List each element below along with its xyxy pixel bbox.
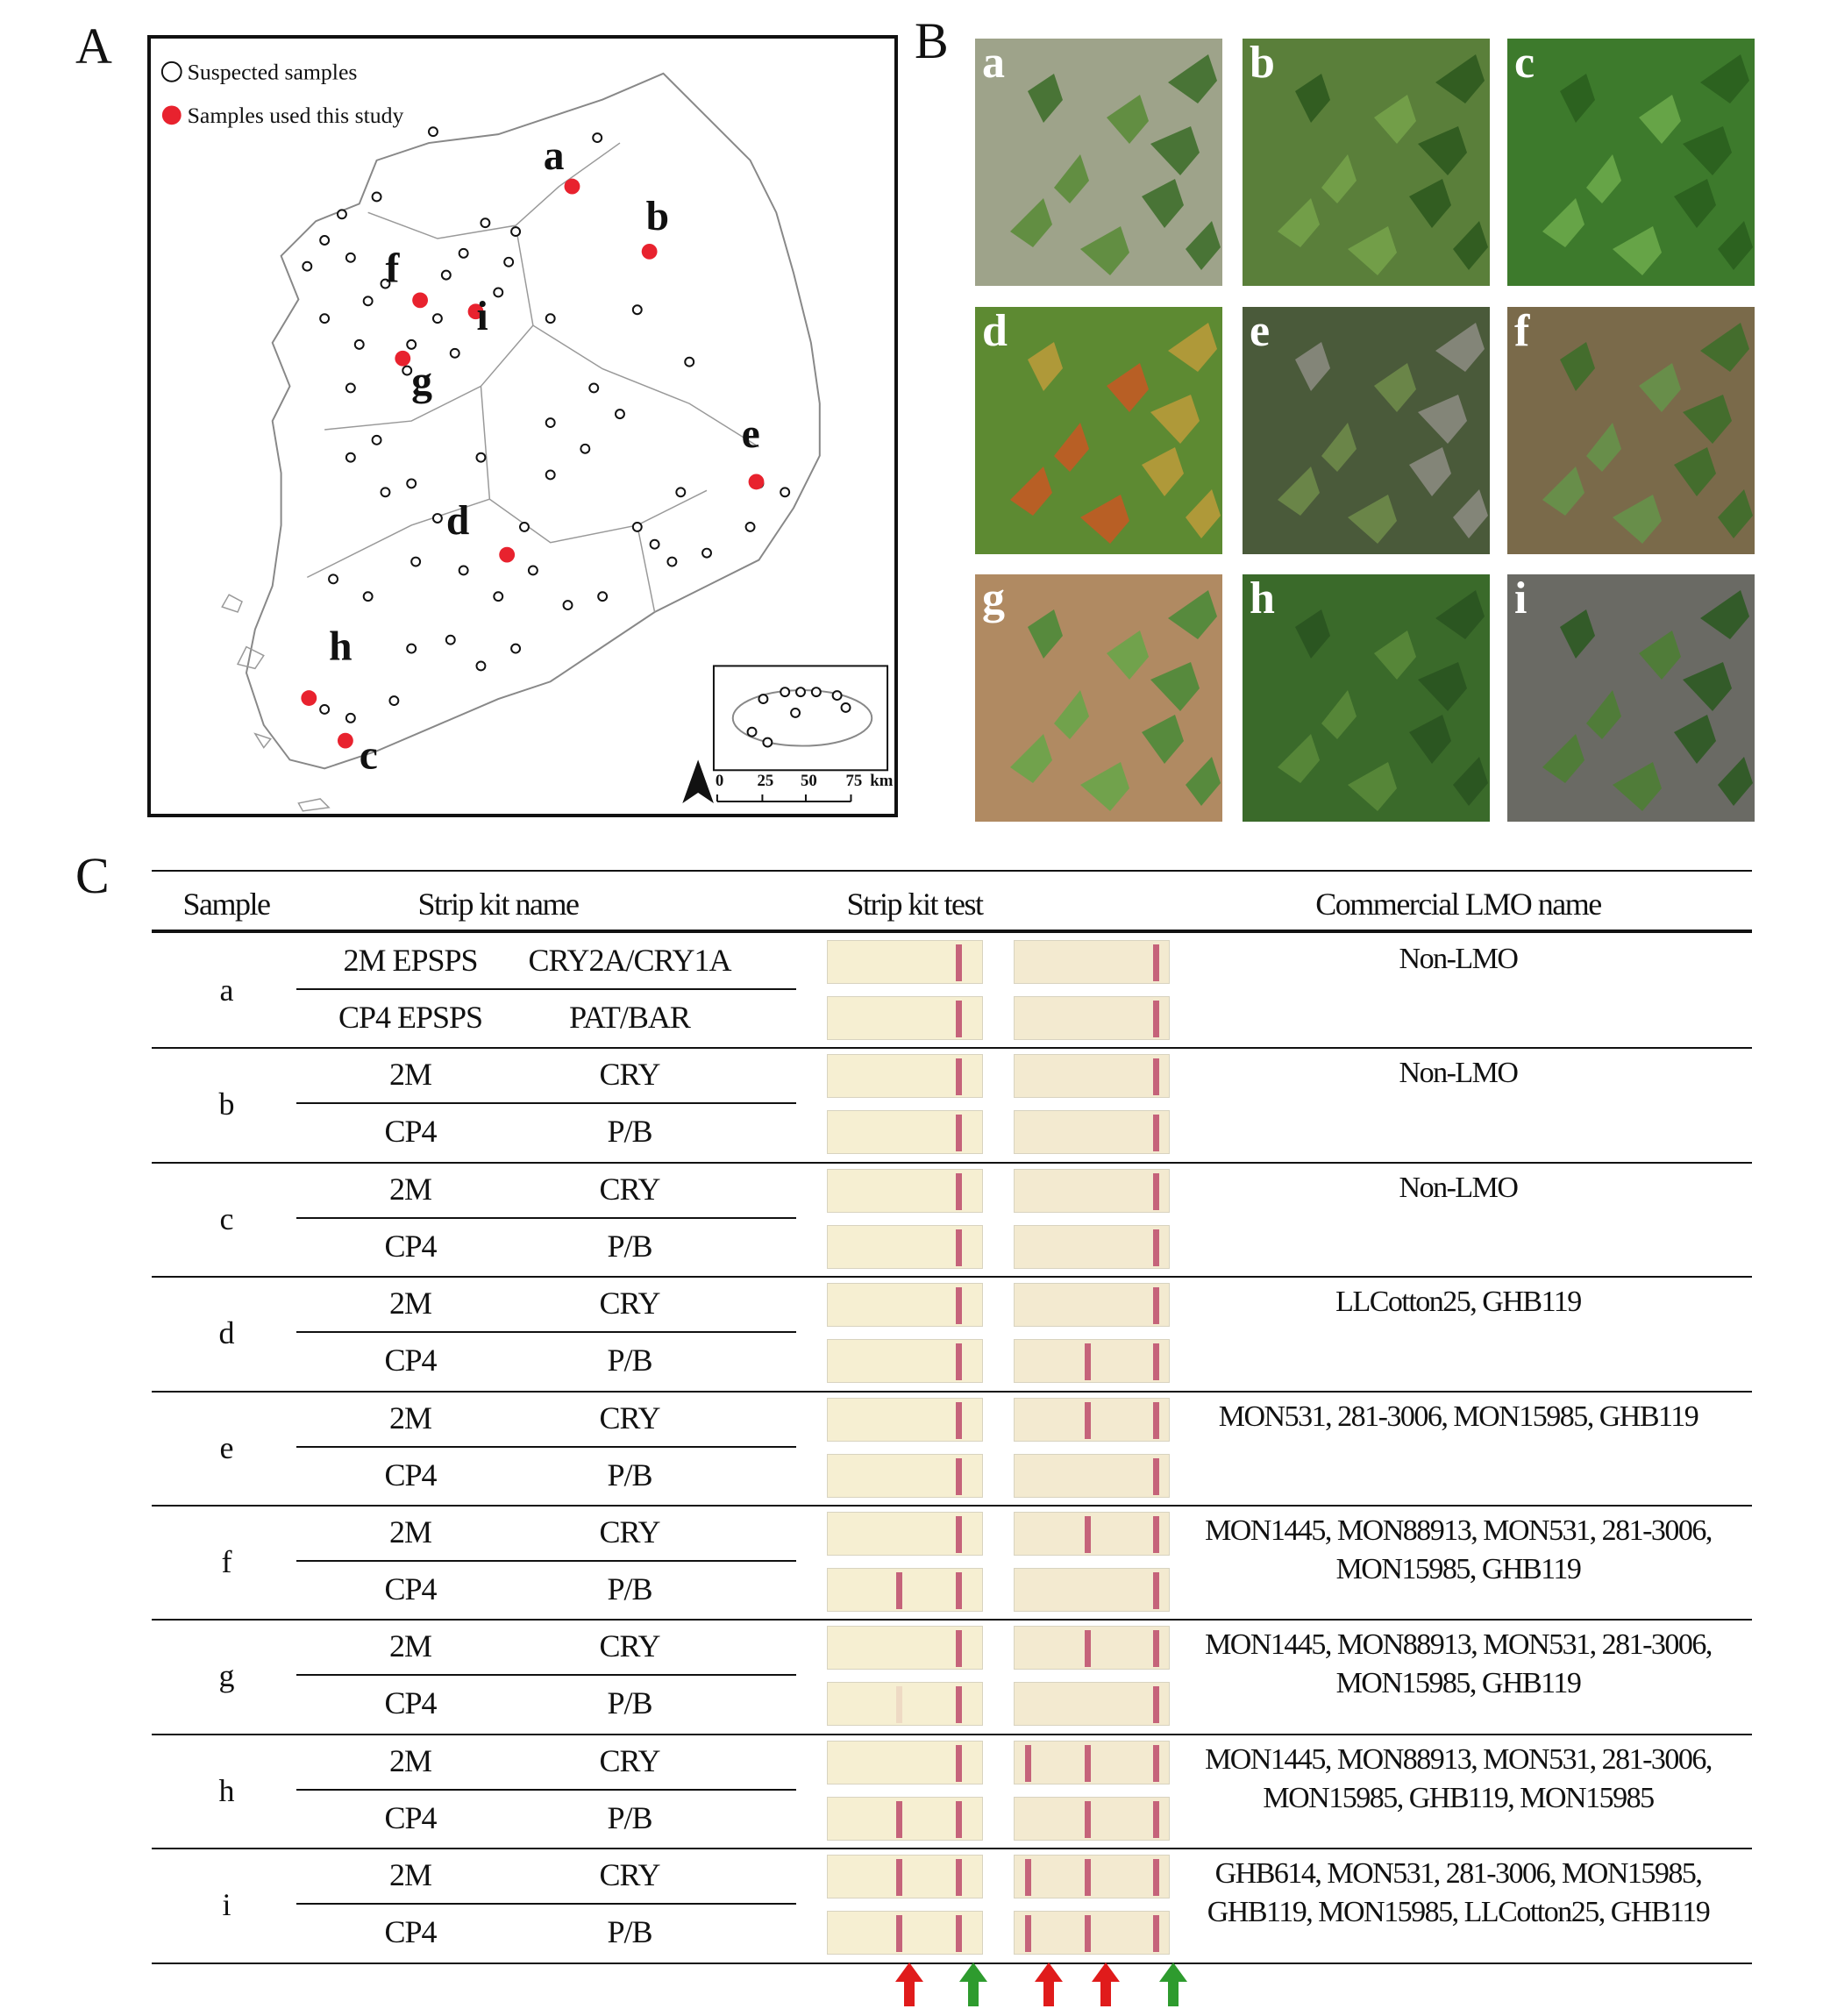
strip-kit-left xyxy=(827,1911,983,1955)
used-sample-marker xyxy=(749,474,765,489)
suspected-sample-marker xyxy=(346,383,355,392)
jeju-sample-marker xyxy=(780,687,789,696)
suspected-sample-marker xyxy=(511,227,520,236)
strip-kit-right xyxy=(1014,1225,1170,1269)
kit-name: 2M EPSPS xyxy=(343,943,478,978)
control-line-arrow-icon xyxy=(1157,1961,1189,2008)
scale-50: 50 xyxy=(801,772,817,791)
sample-label: g xyxy=(218,1658,234,1694)
strip-kit-right xyxy=(1014,1626,1170,1670)
photo-label: g xyxy=(982,574,1005,623)
row-sub-rule xyxy=(296,1446,796,1448)
row-rule xyxy=(152,1963,1752,1964)
strip-kit-left xyxy=(827,1855,983,1898)
suspected-sample-marker xyxy=(433,514,442,523)
sample-label: f xyxy=(221,1544,231,1579)
strip-kit-right xyxy=(1014,1682,1170,1726)
kit-name: 2M xyxy=(388,1514,431,1549)
map-label-g: g xyxy=(411,359,432,405)
kit-name: P/B xyxy=(607,1571,652,1606)
suspected-sample-marker xyxy=(504,258,513,267)
strip-kit-left xyxy=(827,1169,983,1213)
suspected-sample-marker xyxy=(338,210,346,218)
jeju-sample-marker xyxy=(758,695,767,703)
kit-name: CP4 xyxy=(384,1343,437,1378)
kit-name: CP4 xyxy=(384,1457,437,1492)
suspected-sample-marker xyxy=(546,418,555,427)
plant-photo-a xyxy=(975,39,1222,286)
jeju-sample-marker xyxy=(796,687,805,696)
strip-kit-left xyxy=(827,1454,983,1498)
photo-label: b xyxy=(1250,39,1275,88)
sample-label: a xyxy=(219,972,233,1008)
used-sample-marker xyxy=(395,351,410,367)
lmo-name: MON15985, GHB119 xyxy=(1335,1667,1581,1700)
lmo-name: LLCotton25, GHB119 xyxy=(1335,1286,1581,1319)
row-sub-rule xyxy=(296,988,796,990)
kit-name: CP4 xyxy=(384,1228,437,1264)
map-label-c: c xyxy=(359,732,378,779)
plant-photo-g xyxy=(975,574,1222,822)
panel-label-a: A xyxy=(75,18,112,75)
jeju-sample-marker xyxy=(833,691,842,700)
suspected-sample-marker xyxy=(320,236,329,245)
kit-name: P/B xyxy=(607,1685,652,1721)
suspected-sample-marker xyxy=(451,349,459,358)
test-line-arrow-icon xyxy=(1033,1961,1065,2008)
suspected-sample-marker xyxy=(407,340,416,349)
lmo-name: MON1445, MON88913, MON531, 281-3006, xyxy=(1205,1742,1712,1776)
kit-name: CRY xyxy=(599,1514,660,1549)
suspected-sample-marker xyxy=(529,566,538,574)
jeju-sample-marker xyxy=(791,709,800,717)
suspected-sample-marker xyxy=(411,558,420,566)
suspected-sample-marker xyxy=(593,133,602,142)
lmo-name: Non-LMO xyxy=(1399,943,1518,975)
lmo-name: GHB614, MON531, 281-3006, MON15985, xyxy=(1214,1857,1702,1891)
suspected-sample-marker xyxy=(346,714,355,723)
strip-kit-right xyxy=(1014,1398,1170,1442)
test-line-arrow-icon xyxy=(1090,1961,1122,2008)
strip-kit-left xyxy=(827,940,983,984)
suspected-sample-marker xyxy=(651,540,659,549)
map-label-b: b xyxy=(645,194,670,240)
kit-name: CP4 xyxy=(384,1685,437,1721)
kit-name: CP4 xyxy=(384,1114,437,1150)
suspected-sample-marker xyxy=(616,410,624,418)
sample-label: h xyxy=(218,1772,234,1808)
suspected-sample-marker xyxy=(494,592,502,601)
map-label-f: f xyxy=(385,246,400,292)
sample-label: c xyxy=(219,1200,233,1236)
map-label-d: d xyxy=(445,497,470,544)
jeju-inset xyxy=(714,666,887,770)
suspected-sample-marker xyxy=(320,705,329,714)
suspected-sample-marker xyxy=(459,249,468,258)
test-line-arrow-icon xyxy=(894,1961,925,2008)
suspected-sample-marker xyxy=(407,479,416,488)
used-sample-marker xyxy=(642,244,658,260)
suspected-sample-marker xyxy=(373,436,381,445)
suspected-sample-marker xyxy=(546,314,555,323)
legend-suspected: Suspected samples xyxy=(187,59,358,85)
suspected-sample-marker xyxy=(520,523,529,531)
kit-name: CRY xyxy=(599,1742,660,1778)
lmo-name: MON1445, MON88913, MON531, 281-3006, xyxy=(1205,1514,1712,1547)
kit-name: CP4 xyxy=(384,1799,437,1835)
strip-kit-right xyxy=(1014,1512,1170,1556)
suspected-sample-marker xyxy=(676,488,685,496)
kit-name: P/B xyxy=(607,1799,652,1835)
suspected-sample-marker xyxy=(589,383,598,392)
suspected-sample-marker xyxy=(355,340,364,349)
suspected-sample-marker xyxy=(373,193,381,202)
kit-name: P/B xyxy=(607,1228,652,1264)
suspected-sample-marker xyxy=(667,558,676,566)
strip-kit-right xyxy=(1014,1741,1170,1784)
lmo-name: MON531, 281-3006, MON15985, GHB119 xyxy=(1218,1400,1698,1433)
suspected-sample-marker xyxy=(433,314,442,323)
strip-kit-right xyxy=(1014,1169,1170,1213)
map-label-a: a xyxy=(543,132,565,179)
strip-kit-left xyxy=(827,1110,983,1154)
lmo-name: MON15985, GHB119, MON15985 xyxy=(1263,1781,1654,1814)
photo-label: c xyxy=(1514,39,1535,88)
plant-photo-f xyxy=(1507,307,1755,554)
row-sub-rule xyxy=(296,1102,796,1104)
kit-name: CP4 xyxy=(384,1571,437,1606)
suspected-sample-marker xyxy=(442,271,451,280)
kit-name: CRY xyxy=(599,1628,660,1664)
row-rule xyxy=(152,1276,1752,1278)
row-rule xyxy=(152,1848,1752,1849)
jeju-sample-marker xyxy=(842,703,851,712)
suspected-sample-marker xyxy=(702,549,711,558)
plant-photo-i xyxy=(1507,574,1755,822)
legend-red-circle xyxy=(162,105,182,125)
suspected-sample-marker xyxy=(364,296,373,305)
suspected-sample-marker xyxy=(598,592,607,601)
used-sample-marker xyxy=(412,292,428,308)
photo-label: h xyxy=(1250,574,1275,623)
lmo-name: Non-LMO xyxy=(1399,1171,1518,1204)
header-sample: Sample xyxy=(182,887,270,922)
row-rule xyxy=(152,1047,1752,1049)
strip-kit-left xyxy=(827,1682,983,1726)
suspected-sample-marker xyxy=(511,645,520,653)
jeju-sample-marker xyxy=(812,687,821,696)
scale-25: 25 xyxy=(757,772,774,791)
strip-kit-left xyxy=(827,1741,983,1784)
plant-photo-h xyxy=(1243,574,1490,822)
suspected-sample-marker xyxy=(494,288,502,296)
strip-kit-right xyxy=(1014,1339,1170,1383)
plant-photo-e xyxy=(1243,307,1490,554)
strip-kit-right xyxy=(1014,1797,1170,1841)
photo-label: d xyxy=(982,307,1008,356)
row-sub-rule xyxy=(296,1903,796,1905)
suspected-sample-marker xyxy=(481,218,489,227)
header-kit: Strip kit name xyxy=(417,887,579,922)
strip-kit-right xyxy=(1014,1283,1170,1327)
photo-label: a xyxy=(982,39,1005,88)
korea-map xyxy=(151,39,894,814)
row-sub-rule xyxy=(296,1331,796,1333)
strip-kit-right xyxy=(1014,996,1170,1040)
legend-open-circle xyxy=(162,62,182,82)
lmo-name: MON1445, MON88913, MON531, 281-3006, xyxy=(1205,1628,1712,1662)
kit-name: CRY2A/CRY1A xyxy=(528,943,731,978)
control-line-arrow-icon xyxy=(958,1961,989,2008)
strip-kit-left xyxy=(827,1339,983,1383)
kit-name: P/B xyxy=(607,1343,652,1378)
sample-label: i xyxy=(222,1887,231,1923)
strip-kit-left xyxy=(827,1568,983,1612)
jeju-sample-marker xyxy=(763,738,772,747)
suspected-sample-marker xyxy=(564,601,573,609)
kit-name: 2M xyxy=(388,1400,431,1435)
kit-name: 2M xyxy=(388,1857,431,1893)
strip-kit-left xyxy=(827,1398,983,1442)
kit-name: P/B xyxy=(607,1914,652,1950)
north-arrow-icon xyxy=(682,759,714,803)
map-label-h: h xyxy=(329,623,352,670)
kit-name: PAT/BAR xyxy=(569,1000,690,1035)
strip-kit-right xyxy=(1014,1110,1170,1154)
panel-label-c: C xyxy=(75,847,110,904)
row-rule xyxy=(152,1391,1752,1393)
suspected-sample-marker xyxy=(476,661,485,670)
strip-kit-right xyxy=(1014,1054,1170,1098)
row-sub-rule xyxy=(296,1789,796,1791)
sample-label: b xyxy=(218,1086,234,1122)
strip-kit-right xyxy=(1014,1855,1170,1898)
used-sample-marker xyxy=(338,733,353,749)
strip-kit-left xyxy=(827,996,983,1040)
strip-kit-left xyxy=(827,1225,983,1269)
lmo-name: GHB119, MON15985, LLCotton25, GHB119 xyxy=(1207,1896,1710,1929)
kit-name: CP4 xyxy=(384,1914,437,1950)
row-sub-rule xyxy=(296,1217,796,1219)
header-lmo: Commercial LMO name xyxy=(1315,887,1601,922)
kit-name: 2M xyxy=(388,1628,431,1664)
row-rule xyxy=(152,1734,1752,1735)
row-sub-rule xyxy=(296,1560,796,1562)
map-label-i: i xyxy=(476,294,488,340)
suspected-sample-marker xyxy=(546,471,555,480)
kit-name: CRY xyxy=(599,1857,660,1893)
photo-label: f xyxy=(1514,307,1530,356)
strip-kit-right xyxy=(1014,1454,1170,1498)
suspected-sample-marker xyxy=(746,523,755,531)
lmo-name: Non-LMO xyxy=(1399,1057,1518,1090)
strip-kit-left xyxy=(827,1512,983,1556)
suspected-sample-marker xyxy=(633,305,642,314)
strip-kit-right xyxy=(1014,940,1170,984)
kit-name: P/B xyxy=(607,1457,652,1492)
kit-name: 2M xyxy=(388,1057,431,1093)
used-sample-markers xyxy=(301,179,764,749)
kit-name: CRY xyxy=(599,1286,660,1321)
suspected-sample-marker xyxy=(389,696,398,705)
suspected-sample-marker xyxy=(459,566,468,574)
kit-name: CRY xyxy=(599,1057,660,1093)
table-header-rule xyxy=(152,930,1752,933)
photo-label: e xyxy=(1250,307,1271,356)
strip-kit-right xyxy=(1014,1911,1170,1955)
suspected-sample-marker xyxy=(633,523,642,531)
scale-unit: km xyxy=(870,772,894,791)
suspected-sample-marker xyxy=(446,636,455,645)
panel-label-b: B xyxy=(915,12,949,69)
suspected-sample-marker xyxy=(685,358,694,367)
used-sample-marker xyxy=(301,690,317,706)
row-rule xyxy=(152,1162,1752,1164)
suspected-sample-marker xyxy=(329,574,338,583)
kit-name: CRY xyxy=(599,1400,660,1435)
suspected-sample-marker xyxy=(402,367,411,375)
photo-label: i xyxy=(1514,574,1527,623)
plant-photo-b xyxy=(1243,39,1490,286)
used-sample-marker xyxy=(565,179,580,195)
scale-bar xyxy=(717,794,851,801)
kit-name: 2M xyxy=(388,1742,431,1778)
suspected-sample-marker xyxy=(303,262,311,271)
jeju-sample-marker xyxy=(748,728,757,737)
strip-kit-left xyxy=(827,1283,983,1327)
legend-used: Samples used this study xyxy=(187,103,404,129)
lmo-name: MON15985, GHB119 xyxy=(1335,1553,1581,1585)
suspected-sample-marker xyxy=(381,488,390,496)
used-sample-marker xyxy=(499,547,515,563)
plant-photo-d xyxy=(975,307,1222,554)
strip-kit-left xyxy=(827,1626,983,1670)
strip-kit-right xyxy=(1014,1568,1170,1612)
header-test: Strip kit test xyxy=(846,887,983,922)
kit-name: CP4 EPSPS xyxy=(338,1000,483,1035)
strip-kit-left xyxy=(827,1054,983,1098)
row-sub-rule xyxy=(296,1674,796,1676)
suspected-sample-marker xyxy=(429,127,438,136)
kit-name: CRY xyxy=(599,1171,660,1207)
row-rule xyxy=(152,1505,1752,1507)
scale-0: 0 xyxy=(715,772,724,791)
suspected-sample-marker xyxy=(346,453,355,462)
row-rule xyxy=(152,1619,1752,1621)
kit-name: 2M xyxy=(388,1171,431,1207)
plant-photo-c xyxy=(1507,39,1755,286)
kit-name: 2M xyxy=(388,1286,431,1321)
suspected-sample-marker xyxy=(580,445,589,453)
suspected-sample-marker xyxy=(407,645,416,653)
kit-name: P/B xyxy=(607,1114,652,1150)
suspected-sample-marker xyxy=(320,314,329,323)
sample-label: d xyxy=(218,1315,234,1351)
suspected-sample-marker xyxy=(364,592,373,601)
suspected-sample-marker xyxy=(346,253,355,262)
suspected-sample-marker xyxy=(780,488,789,496)
suspected-sample-marker xyxy=(476,453,485,462)
table-top-rule xyxy=(152,870,1752,872)
scale-75: 75 xyxy=(845,772,863,791)
map-panel xyxy=(147,35,898,817)
map-label-e: e xyxy=(741,410,760,457)
sample-label: e xyxy=(219,1429,233,1465)
strip-kit-left xyxy=(827,1797,983,1841)
